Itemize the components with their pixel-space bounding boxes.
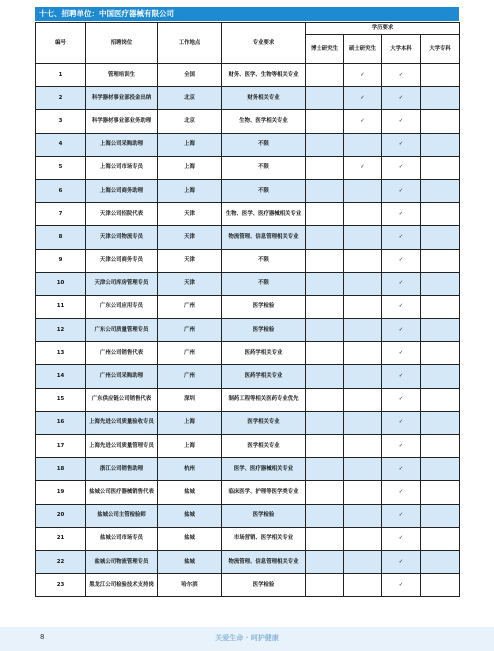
cell-master xyxy=(344,458,382,481)
cell-college xyxy=(421,458,460,481)
cell-college xyxy=(421,481,460,504)
cell-major: 不限 xyxy=(222,133,306,156)
cell-position: 科学器材事业部投金出纳 xyxy=(86,87,158,110)
cell-phd xyxy=(306,249,344,272)
cell-bachelor: ✓ xyxy=(382,319,421,342)
cell-location: 天津 xyxy=(158,272,222,295)
cell-location: 广州 xyxy=(158,319,222,342)
cell-master xyxy=(344,365,382,388)
cell-bachelor: ✓ xyxy=(382,156,421,179)
cell-location: 上海 xyxy=(158,411,222,434)
cell-college xyxy=(421,574,460,597)
cell-no: 10 xyxy=(36,272,86,295)
cell-college xyxy=(421,504,460,527)
cell-major: 医药学相关专业 xyxy=(222,365,306,388)
cell-no: 20 xyxy=(36,504,86,527)
cell-no: 21 xyxy=(36,527,86,550)
cell-no: 9 xyxy=(36,249,86,272)
cell-bachelor: ✓ xyxy=(382,87,421,110)
table-row xyxy=(36,481,460,504)
cell-no: 22 xyxy=(36,550,86,573)
table-row xyxy=(36,319,460,342)
cell-bachelor: ✓ xyxy=(382,64,421,87)
cell-major: 生物、医学相关专业 xyxy=(222,110,306,133)
cell-position: 盐城公司主管检验师 xyxy=(86,504,158,527)
cell-phd xyxy=(306,458,344,481)
table-row xyxy=(36,133,460,156)
cell-phd xyxy=(306,156,344,179)
cell-college xyxy=(421,272,460,295)
cell-phd xyxy=(306,319,344,342)
cell-bachelor: ✓ xyxy=(382,272,421,295)
cell-no: 13 xyxy=(36,342,86,365)
cell-no: 17 xyxy=(36,435,86,458)
cell-phd xyxy=(306,272,344,295)
cell-no: 6 xyxy=(36,179,86,202)
cell-position: 上海先进公司质量验收专员 xyxy=(86,411,158,434)
cell-major: 医学相关专业 xyxy=(222,435,306,458)
cell-location: 上海 xyxy=(158,435,222,458)
cell-location: 广州 xyxy=(158,365,222,388)
cell-college xyxy=(421,388,460,411)
cell-college xyxy=(421,133,460,156)
cell-bachelor: ✓ xyxy=(382,435,421,458)
cell-bachelor: ✓ xyxy=(382,295,421,318)
cell-phd xyxy=(306,295,344,318)
table-row xyxy=(36,64,460,87)
table-row xyxy=(36,550,460,573)
cell-master xyxy=(344,295,382,318)
table-row xyxy=(36,527,460,550)
cell-master xyxy=(344,179,382,202)
cell-bachelor: ✓ xyxy=(382,226,421,249)
cell-no: 16 xyxy=(36,411,86,434)
cell-master: ✓ xyxy=(344,110,382,133)
table-row xyxy=(36,179,460,202)
cell-location: 盐城 xyxy=(158,527,222,550)
cell-no: 1 xyxy=(36,64,86,87)
cell-bachelor: ✓ xyxy=(382,388,421,411)
cell-bachelor: ✓ xyxy=(382,458,421,481)
cell-no: 18 xyxy=(36,458,86,481)
cell-position: 上海先进公司质量管理专员 xyxy=(86,435,158,458)
cell-no: 14 xyxy=(36,365,86,388)
cell-position: 盐城公司市场专员 xyxy=(86,527,158,550)
cell-bachelor: ✓ xyxy=(382,179,421,202)
cell-position: 浙江公司销售助理 xyxy=(86,458,158,481)
cell-phd xyxy=(306,203,344,226)
cell-location: 上海 xyxy=(158,156,222,179)
cell-phd xyxy=(306,64,344,87)
footer-slogan: 关爱生命 · 呵护健康 xyxy=(215,634,279,642)
cell-position: 科学器材事业部业务助理 xyxy=(86,110,158,133)
recruitment-table xyxy=(35,22,460,597)
cell-major: 物流管理、信息管理相关专业 xyxy=(222,226,306,249)
cell-phd xyxy=(306,226,344,249)
cell-location: 天津 xyxy=(158,226,222,249)
cell-master xyxy=(344,133,382,156)
cell-college xyxy=(421,226,460,249)
cell-master xyxy=(344,550,382,573)
table-row xyxy=(36,87,460,110)
cell-no: 3 xyxy=(36,110,86,133)
cell-college xyxy=(421,550,460,573)
cell-no: 11 xyxy=(36,295,86,318)
cell-bachelor: ✓ xyxy=(382,110,421,133)
cell-bachelor: ✓ xyxy=(382,481,421,504)
cell-master xyxy=(344,272,382,295)
cell-bachelor: ✓ xyxy=(382,133,421,156)
cell-major: 医学检验 xyxy=(222,574,306,597)
table-row xyxy=(36,295,460,318)
table-row xyxy=(36,411,460,434)
table-row xyxy=(36,156,460,179)
table-row xyxy=(36,574,460,597)
cell-master xyxy=(344,203,382,226)
cell-major: 医学、医疗器械相关专业 xyxy=(222,458,306,481)
cell-position: 广州公司采购助理 xyxy=(86,365,158,388)
table-body xyxy=(36,64,460,597)
cell-position: 广州公司销售代表 xyxy=(86,342,158,365)
cell-bachelor: ✓ xyxy=(382,249,421,272)
cell-location: 盐城 xyxy=(158,481,222,504)
cell-position: 盐城公司医疗器械销售代表 xyxy=(86,481,158,504)
cell-no: 19 xyxy=(36,481,86,504)
cell-position: 上海公司商务助理 xyxy=(86,179,158,202)
cell-position: 黑龙江公司检验技术支持岗 xyxy=(86,574,158,597)
cell-location: 杭州 xyxy=(158,458,222,481)
table-row xyxy=(36,249,460,272)
cell-master xyxy=(344,504,382,527)
cell-location: 上海 xyxy=(158,179,222,202)
cell-bachelor: ✓ xyxy=(382,550,421,573)
cell-phd xyxy=(306,481,344,504)
cell-master xyxy=(344,574,382,597)
table-row xyxy=(36,203,460,226)
cell-position: 广东供应链公司销售代表 xyxy=(86,388,158,411)
cell-no: 2 xyxy=(36,87,86,110)
cell-major: 不限 xyxy=(222,249,306,272)
cell-position: 管理培训生 xyxy=(86,64,158,87)
table-row xyxy=(36,388,460,411)
cell-phd xyxy=(306,504,344,527)
cell-major: 市场营销、医学相关专业 xyxy=(222,527,306,550)
header-master: 硕士研究生 xyxy=(344,35,382,64)
cell-no: 4 xyxy=(36,133,86,156)
cell-college xyxy=(421,179,460,202)
cell-bachelor: ✓ xyxy=(382,203,421,226)
cell-bachelor: ✓ xyxy=(382,504,421,527)
cell-location: 盐城 xyxy=(158,504,222,527)
cell-phd xyxy=(306,435,344,458)
cell-major: 不限 xyxy=(222,272,306,295)
cell-position: 天津公司物流专员 xyxy=(86,226,158,249)
table-row xyxy=(36,342,460,365)
cell-no: 23 xyxy=(36,574,86,597)
cell-master xyxy=(344,527,382,550)
cell-major: 财务、医学、生物等相关专业 xyxy=(222,64,306,87)
cell-college xyxy=(421,156,460,179)
cell-major: 不限 xyxy=(222,179,306,202)
cell-no: 15 xyxy=(36,388,86,411)
cell-location: 天津 xyxy=(158,249,222,272)
header-major: 专业要求 xyxy=(222,23,306,64)
cell-college xyxy=(421,249,460,272)
cell-no: 7 xyxy=(36,203,86,226)
cell-college xyxy=(421,527,460,550)
cell-position: 上海公司市场专员 xyxy=(86,156,158,179)
cell-phd xyxy=(306,342,344,365)
page-number: 8 xyxy=(40,633,45,641)
table-row xyxy=(36,226,460,249)
cell-major: 医学检验 xyxy=(222,319,306,342)
cell-master xyxy=(344,342,382,365)
cell-master xyxy=(344,481,382,504)
cell-major: 医学检验 xyxy=(222,504,306,527)
cell-phd xyxy=(306,527,344,550)
cell-location: 广州 xyxy=(158,342,222,365)
header-college: 大学专科 xyxy=(421,35,460,64)
cell-college xyxy=(421,319,460,342)
cell-position: 天津公司招院代表 xyxy=(86,203,158,226)
table-row xyxy=(36,365,460,388)
cell-major: 财务相关专业 xyxy=(222,87,306,110)
cell-college xyxy=(421,435,460,458)
cell-location: 广州 xyxy=(158,295,222,318)
cell-location: 深圳 xyxy=(158,388,222,411)
cell-bachelor: ✓ xyxy=(382,527,421,550)
cell-phd xyxy=(306,550,344,573)
cell-location: 哈尔滨 xyxy=(158,574,222,597)
cell-position: 天津公司库房管理专员 xyxy=(86,272,158,295)
cell-major: 医学相关专业 xyxy=(222,411,306,434)
cell-phd xyxy=(306,179,344,202)
cell-master: ✓ xyxy=(344,64,382,87)
cell-position: 天津公司商务专员 xyxy=(86,249,158,272)
cell-master: ✓ xyxy=(344,156,382,179)
cell-phd xyxy=(306,388,344,411)
cell-master xyxy=(344,435,382,458)
cell-major: 物流管理、信息管理相关专业 xyxy=(222,550,306,573)
cell-bachelor: ✓ xyxy=(382,365,421,388)
cell-master xyxy=(344,319,382,342)
cell-phd xyxy=(306,133,344,156)
table-row xyxy=(36,272,460,295)
table-row xyxy=(36,458,460,481)
cell-location: 北京 xyxy=(158,110,222,133)
cell-master xyxy=(344,249,382,272)
cell-major: 生物、医学、医疗器械相关专业 xyxy=(222,203,306,226)
cell-location: 北京 xyxy=(158,87,222,110)
cell-college xyxy=(421,295,460,318)
cell-no: 12 xyxy=(36,319,86,342)
table-row xyxy=(36,435,460,458)
cell-major: 医学检验 xyxy=(222,295,306,318)
cell-master xyxy=(344,411,382,434)
cell-major: 医药学相关专业 xyxy=(222,342,306,365)
cell-no: 5 xyxy=(36,156,86,179)
cell-college xyxy=(421,203,460,226)
cell-position: 盐城公司物流管理专员 xyxy=(86,550,158,573)
header-location: 工作地点 xyxy=(158,23,222,64)
cell-phd xyxy=(306,411,344,434)
cell-phd xyxy=(306,87,344,110)
cell-college xyxy=(421,411,460,434)
header-education: 学历要求 xyxy=(306,23,460,35)
cell-major: 临床医学、护理等医学类专业 xyxy=(222,481,306,504)
cell-location: 盐城 xyxy=(158,550,222,573)
cell-master xyxy=(344,226,382,249)
cell-bachelor: ✓ xyxy=(382,574,421,597)
cell-college xyxy=(421,365,460,388)
cell-bachelor: ✓ xyxy=(382,411,421,434)
cell-master: ✓ xyxy=(344,87,382,110)
cell-location: 全国 xyxy=(158,64,222,87)
cell-position: 广东公司质量管理专员 xyxy=(86,319,158,342)
cell-college xyxy=(421,110,460,133)
cell-phd xyxy=(306,365,344,388)
table-row xyxy=(36,504,460,527)
cell-position: 广东公司应用专员 xyxy=(86,295,158,318)
cell-position: 上海公司采购助理 xyxy=(86,133,158,156)
cell-master xyxy=(344,388,382,411)
cell-bachelor: ✓ xyxy=(382,342,421,365)
header-no: 编号 xyxy=(36,23,86,64)
cell-college xyxy=(421,87,460,110)
cell-location: 上海 xyxy=(158,133,222,156)
header-phd: 博士研究生 xyxy=(306,35,344,64)
cell-phd xyxy=(306,110,344,133)
header-bachelor: 大学本科 xyxy=(382,35,421,64)
cell-no: 8 xyxy=(36,226,86,249)
header-position: 招聘岗位 xyxy=(86,23,158,64)
section-title: 十七、招聘单位：中国医疗器械有限公司 xyxy=(35,7,459,21)
cell-college xyxy=(421,64,460,87)
cell-location: 天津 xyxy=(158,203,222,226)
table-row xyxy=(36,110,460,133)
cell-college xyxy=(421,342,460,365)
cell-major: 不限 xyxy=(222,156,306,179)
cell-phd xyxy=(306,574,344,597)
cell-major: 制药工程等相关医药专业优先 xyxy=(222,388,306,411)
